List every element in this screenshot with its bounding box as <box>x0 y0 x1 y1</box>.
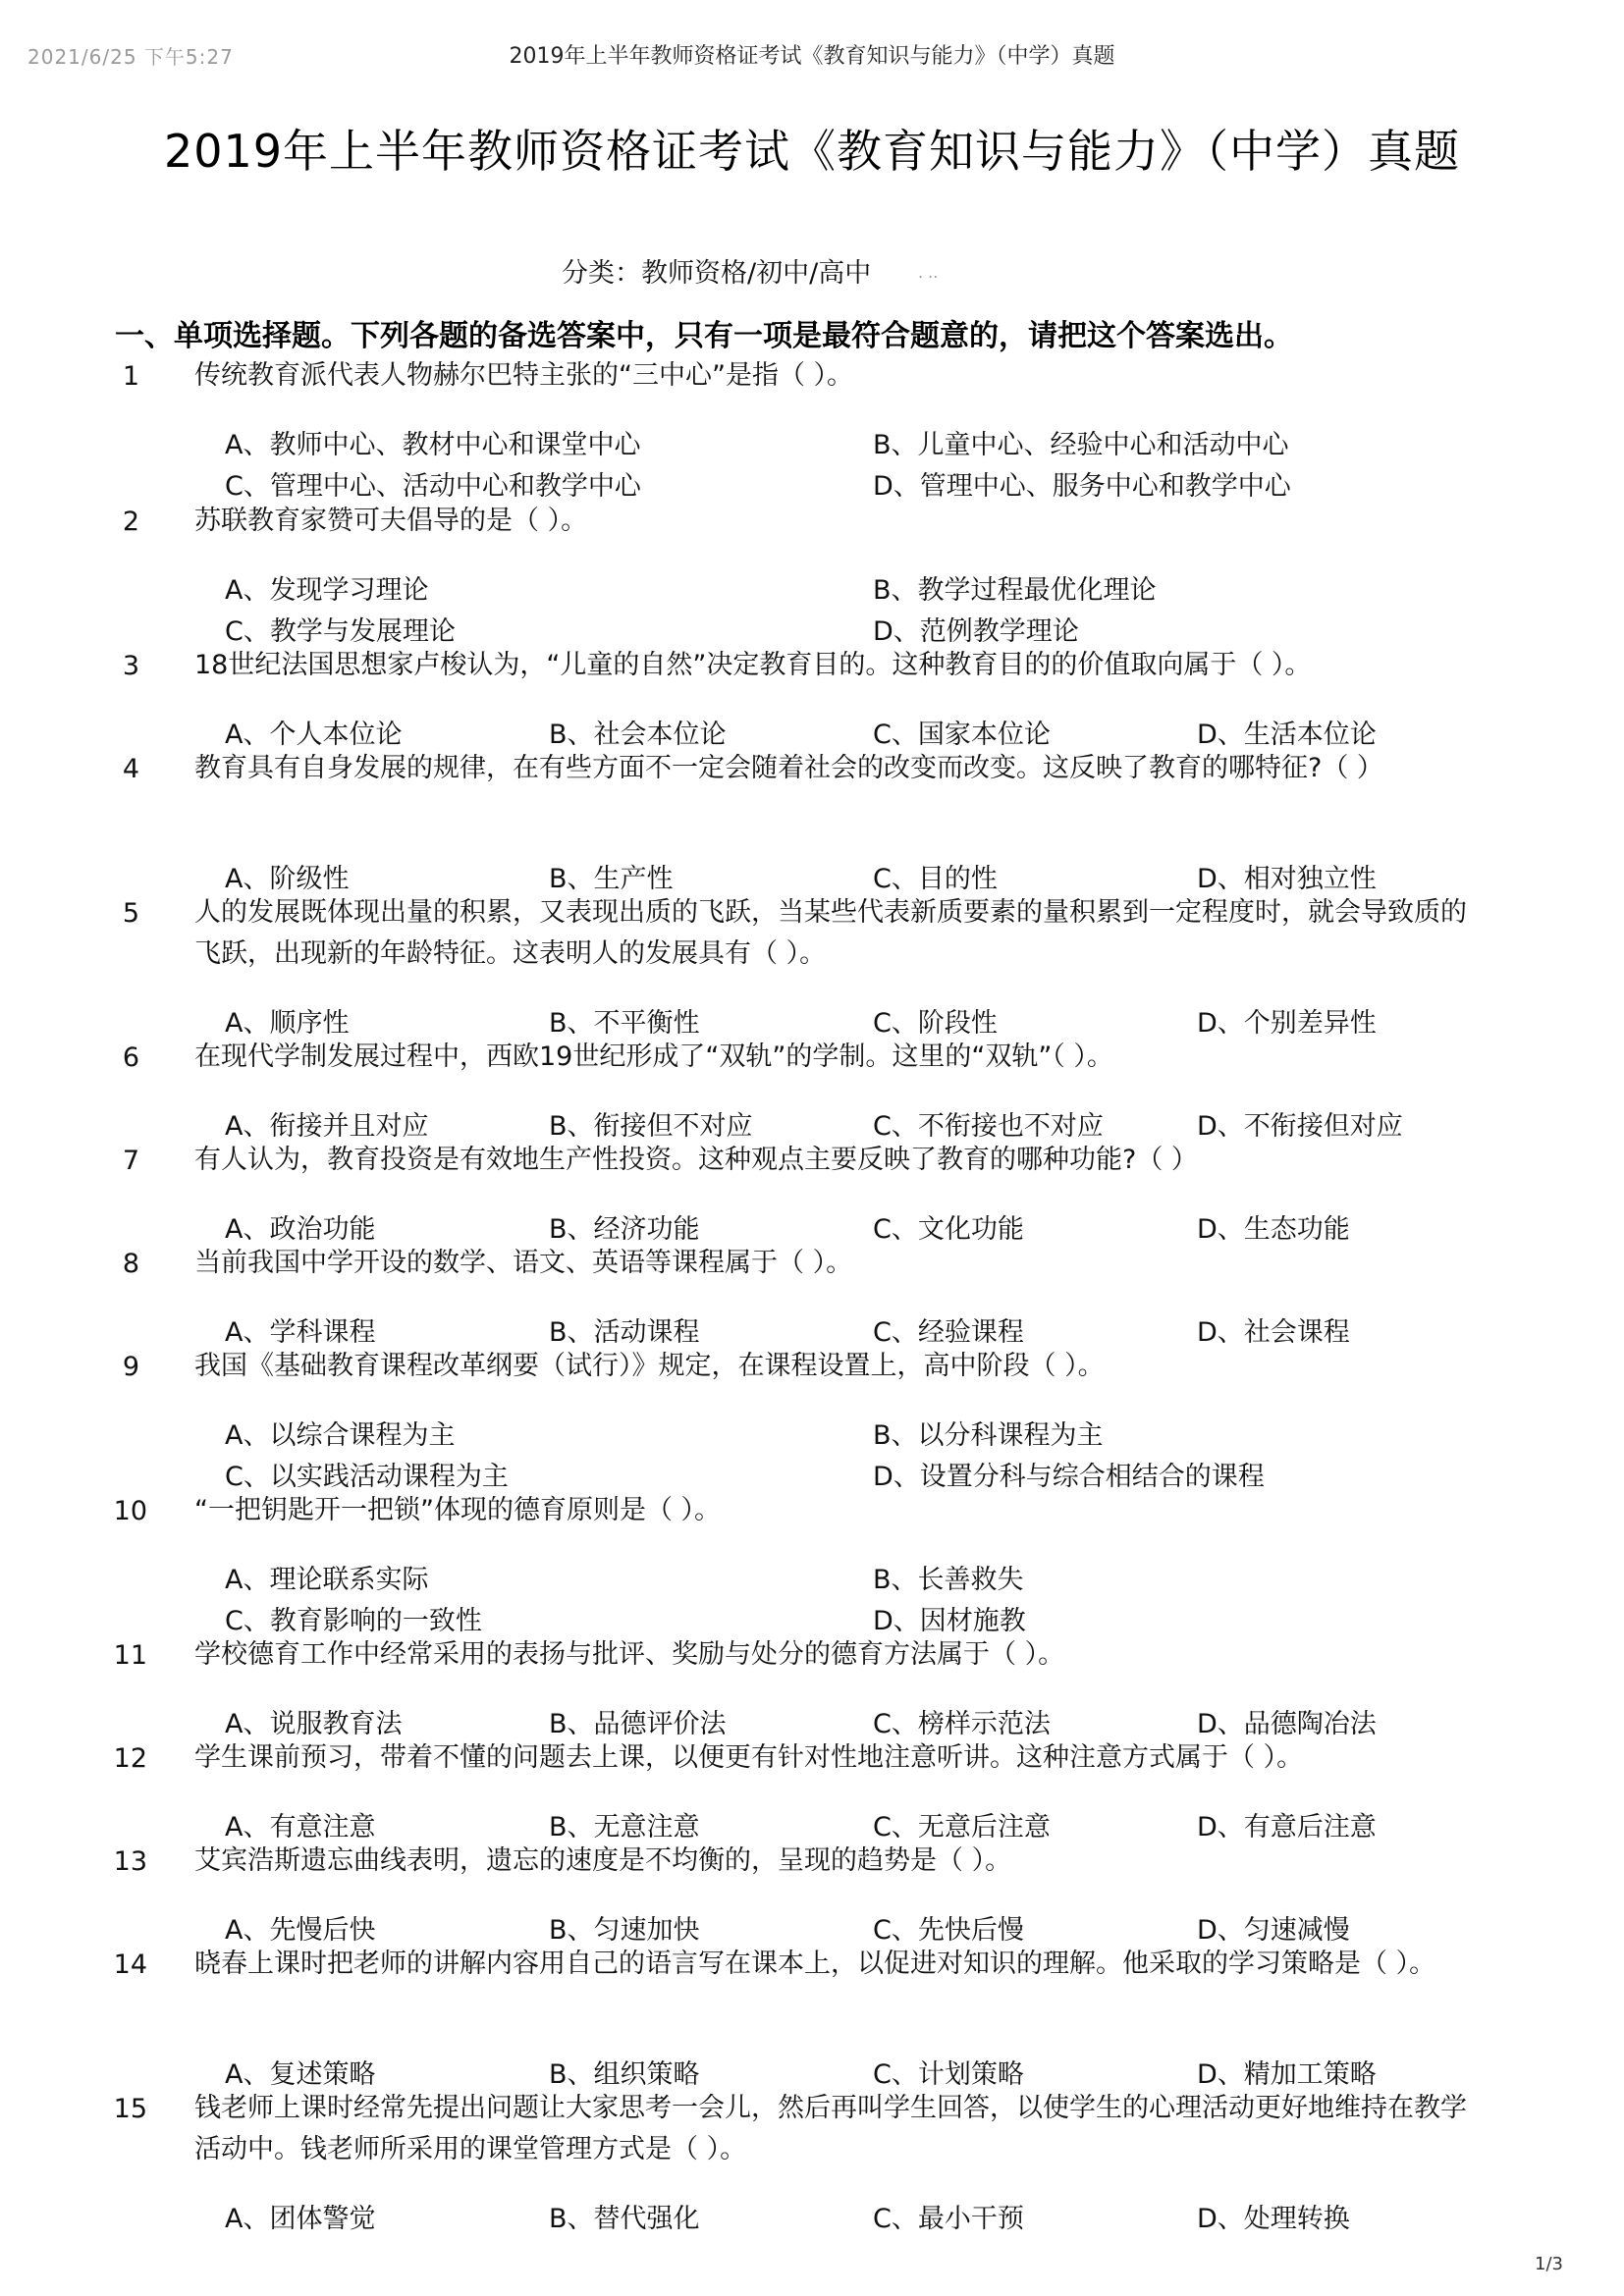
question-number: 12 <box>113 1743 147 1774</box>
answer-option: C、先快后慢 <box>873 1915 1024 1946</box>
answer-option: D、社会课程 <box>1197 1317 1350 1348</box>
question-text: 晓春上课时把老师的讲解内容用自己的语言写在课本上，以促进对知识的理解。他采取的学习策略是（ ）。 <box>194 1949 1436 1979</box>
answer-option: B、活动课程 <box>549 1317 700 1348</box>
answer-option: D、管理中心、服务中心和教学中心 <box>873 471 1291 502</box>
answer-option: C、国家本位论 <box>873 720 1051 750</box>
answer-option: A、衔接并且对应 <box>225 1111 429 1142</box>
answer-option: B、长善救失 <box>873 1565 1024 1595</box>
page-header <box>0 39 1624 75</box>
question-text: 学生课前预习，带着不懂的问题去上课，以便更有针对性地注意听讲。这种注意方式属于（ ）。 <box>194 1742 1304 1773</box>
answer-option: C、文化功能 <box>873 1214 1024 1245</box>
question-number: 15 <box>113 2094 147 2124</box>
answer-option: D、匀速减慢 <box>1197 1915 1350 1946</box>
question-number: 14 <box>113 1949 147 1980</box>
question-text: 学校德育工作中经常采用的表扬与批评、奖励与处分的德育方法属于（ ）。 <box>194 1639 1065 1670</box>
answer-option: D、精加工策略 <box>1197 2059 1377 2090</box>
answer-option: B、组织策略 <box>549 2059 700 2090</box>
answer-option: D、生态功能 <box>1197 1214 1350 1245</box>
answer-option: B、教学过程最优化理论 <box>873 575 1157 606</box>
answer-option: D、个别差异性 <box>1197 1008 1377 1039</box>
answer-option: B、品德评价法 <box>549 1709 727 1739</box>
answer-option: B、社会本位论 <box>549 720 727 750</box>
question-text: 人的发展既体现出量的积累，又表现出质的飞跃，当某些代表新质要素的量积累到一定程度时，就会导致质的飞跃，出现新的年龄特征。这表明人的发展具有（ ）。 <box>194 897 1467 969</box>
header-title: 2019年上半年教师资格证考试《教育知识与能力》（中学）真题 <box>509 44 1115 69</box>
question-text: 钱老师上课时经常先提出问题让大家思考一会儿，然后再叫学生回答，以使学生的心理活动更好地维持在教学活动中。钱老师所采用的课堂管理方式是（ ）。 <box>194 2093 1467 2164</box>
answer-option: A、团体警觉 <box>225 2204 376 2234</box>
answer-option: B、以分科课程为主 <box>873 1420 1104 1451</box>
answer-option: A、教师中心、教材中心和课堂中心 <box>225 430 641 460</box>
question-text: 当前我国中学开设的数学、语文、英语等课程属于（ ）。 <box>194 1248 853 1278</box>
answer-option: B、衔接但不对应 <box>549 1111 753 1142</box>
answer-option: C、以实践活动课程为主 <box>225 1462 509 1492</box>
answer-option: A、有意注意 <box>225 1812 376 1842</box>
question-number: 10 <box>113 1496 147 1526</box>
answer-option: D、相对独立性 <box>1197 864 1377 894</box>
answer-option: C、管理中心、活动中心和教学中心 <box>225 471 641 502</box>
answer-option: A、学科课程 <box>225 1317 376 1348</box>
question-number: 7 <box>122 1146 139 1176</box>
question-text: “一把钥匙开一把锁”体现的德育原则是（ ）。 <box>194 1495 722 1525</box>
question-number: 4 <box>122 754 139 784</box>
answer-option: C、榜样示范法 <box>873 1709 1051 1739</box>
answer-option: B、无意注意 <box>549 1812 700 1842</box>
answer-option: B、生产性 <box>549 864 674 894</box>
answer-option: B、不平衡性 <box>549 1008 700 1039</box>
answer-option: A、个人本位论 <box>225 720 403 750</box>
answer-option: A、先慢后快 <box>225 1915 376 1946</box>
question-number: 5 <box>122 898 139 929</box>
answer-option: D、有意后注意 <box>1197 1812 1377 1842</box>
question-number: 9 <box>122 1352 139 1382</box>
section-heading: 一、单项选择题。下列各题的备选答案中，只有一项是最符合题意的，请把这个答案选出。 <box>115 319 1293 353</box>
question-text: 有人认为，教育投资是有效地生产性投资。这种观点主要反映了教育的哪种功能?（ ） <box>194 1145 1198 1175</box>
answer-option: C、无意后注意 <box>873 1812 1051 1842</box>
answer-option: B、经济功能 <box>549 1214 700 1245</box>
answer-option: C、教学与发展理论 <box>225 616 456 647</box>
document-title: 2019年上半年教师资格证考试《教育知识与能力》（中学）真题 <box>163 125 1461 178</box>
answer-option: C、目的性 <box>873 864 998 894</box>
answer-option: D、处理转换 <box>1197 2204 1350 2234</box>
answer-option: B、替代强化 <box>549 2204 700 2234</box>
answer-option: C、阶段性 <box>873 1008 998 1039</box>
question-number: 2 <box>122 507 139 537</box>
answer-option: A、政治功能 <box>225 1214 376 1245</box>
answer-option: B、匀速加快 <box>549 1915 700 1946</box>
category-line: 分类：教师资格/初中/高中 <box>562 258 872 289</box>
question-text: 传统教育派代表人物赫尔巴特主张的“三中心”是指（ ）。 <box>194 360 854 391</box>
answer-option: D、因材施教 <box>873 1606 1026 1636</box>
answer-option: A、阶级性 <box>225 864 350 894</box>
answer-option: C、教育影响的一致性 <box>225 1606 482 1636</box>
answer-option: D、生活本位论 <box>1197 720 1377 750</box>
category-mark: . .. <box>918 263 939 282</box>
answer-option: A、发现学习理论 <box>225 575 429 606</box>
question-text: 苏联教育家赞可夫倡导的是（ ）。 <box>194 506 588 536</box>
answer-option: D、不衔接但对应 <box>1197 1111 1403 1142</box>
answer-option: A、顺序性 <box>225 1008 350 1039</box>
question-text: 我国《基础教育课程改革纲要（试行）》规定，在课程设置上，高中阶段（ ）。 <box>194 1351 1105 1381</box>
question-text: 在现代学制发展过程中，西欧19世纪形成了“双轨”的学制。这里的“双轨”（ ）。 <box>194 1041 1113 1072</box>
print-timestamp: 2021/6/25 下午5:27 <box>27 45 234 69</box>
answer-option: C、最小干预 <box>873 2204 1024 2234</box>
answer-option: C、不衔接也不对应 <box>873 1111 1104 1142</box>
answer-option: A、以综合课程为主 <box>225 1420 456 1451</box>
answer-option: C、计划策略 <box>873 2059 1024 2090</box>
question-text: 艾宾浩斯遗忘曲线表明，遗忘的速度是不均衡的，呈现的趋势是（ ）。 <box>194 1845 1012 1876</box>
page-number: 1/3 <box>1535 2254 1563 2274</box>
question-number: 6 <box>122 1042 139 1073</box>
answer-option: A、复述策略 <box>225 2059 376 2090</box>
question-text: 教育具有自身发展的规律，在有些方面不一定会随着社会的改变而改变。这反映了教育的哪特征?（ ） <box>194 753 1383 783</box>
answer-option: D、设置分科与综合相结合的课程 <box>873 1462 1265 1492</box>
answer-option: A、说服教育法 <box>225 1709 403 1739</box>
answer-option: A、理论联系实际 <box>225 1565 429 1595</box>
question-number: 8 <box>122 1249 139 1279</box>
question-number: 11 <box>113 1640 147 1671</box>
answer-option: D、范例教学理论 <box>873 616 1079 647</box>
answer-option: C、经验课程 <box>873 1317 1024 1348</box>
question-number: 1 <box>122 361 139 392</box>
answer-option: D、品德陶冶法 <box>1197 1709 1377 1739</box>
question-number: 13 <box>113 1846 147 1877</box>
answer-option: B、儿童中心、经验中心和活动中心 <box>873 430 1289 460</box>
question-text: 18世纪法国思想家卢梭认为，“儿童的自然”决定教育目的。这种教育目的的价值取向属于（ ）。 <box>194 650 1312 680</box>
question-number: 3 <box>122 651 139 681</box>
